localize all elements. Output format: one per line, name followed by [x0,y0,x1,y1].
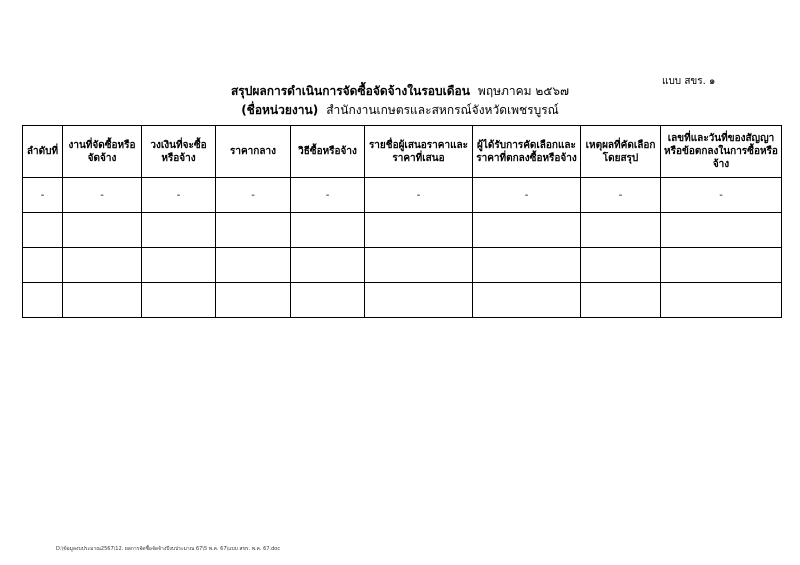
table-cell [23,213,63,248]
table-cell [63,283,142,318]
table-cell: - [216,178,291,213]
procurement-table [22,125,782,318]
col-header-reason: เหตุผลที่คัดเลือกโดยสรุป [581,126,661,178]
table-cell [142,248,216,283]
report-month: พฤษภาคม ๒๕๖๗ [477,84,570,98]
table-cell: - [365,178,473,213]
table-cell: - [291,178,365,213]
table-cell [365,283,473,318]
col-header-contract: เลขที่และวันที่ของสัญญาหรือข้อตกลงในการซื้อหรือจ้าง [661,126,782,178]
table-cell: - [661,178,782,213]
table-cell [581,283,661,318]
table-cell [365,248,473,283]
col-header-order: ลำดับที่ [23,126,63,178]
page-title [0,82,800,101]
table-cell [63,248,142,283]
table-cell [63,213,142,248]
table-cell [23,248,63,283]
table-cell [473,283,581,318]
table-row [23,283,782,318]
col-header-item: งานที่จัดซื้อหรือจัดจ้าง [63,126,142,178]
table-cell [661,248,782,283]
unit-label: (ชื่อหน่วยงาน) [241,103,319,117]
col-header-median-price: ราคากลาง [216,126,291,178]
col-header-bidders: รายชื่อผู้เสนอราคาและราคาที่เสนอ [365,126,473,178]
table-cell [661,213,782,248]
table-row [23,248,782,283]
table-cell [365,213,473,248]
table-cell [473,213,581,248]
table-row [23,213,782,248]
table-cell [581,248,661,283]
table-cell [142,283,216,318]
table-cell: - [142,178,216,213]
table-cell [473,248,581,283]
table-cell [661,283,782,318]
table-cell [216,283,291,318]
table-cell: - [473,178,581,213]
title-text: สรุปผลการดำเนินการจัดซื้อจัดจ้างในรอบเดือน [230,84,470,98]
col-header-budget: วงเงินที่จะซื้อหรือจ้าง [142,126,216,178]
table-cell [216,213,291,248]
table-cell [291,213,365,248]
table-cell [23,283,63,318]
table-cell: - [63,178,142,213]
table-cell: - [581,178,661,213]
table-cell [291,283,365,318]
col-header-method: วิธีซื้อหรือจ้าง [291,126,365,178]
col-header-selected: ผู้ได้รับการคัดเลือกและราคาที่ตกลงซื้อหรือจ้าง [473,126,581,178]
table-row [23,178,782,213]
agency-line [0,101,800,120]
table-cell: - [23,178,63,213]
file-path-footer: D:\ข้อมูลงบประมาณ2567\12. ผลการจัดซื้อจัดจ้างปีงบประมาณ 67\5 พ.ค. 67\แบบ สขร. พ.ค. 67.doc [56,546,281,552]
table-header-row [23,126,782,178]
table-cell [581,213,661,248]
table-cell [291,248,365,283]
table-cell [142,213,216,248]
agency-name: สำนักงานเกษตรและสหกรณ์จังหวัดเพชรบูรณ์ [326,103,559,117]
form-code: แบบ สขร. ๑ [662,76,716,87]
table-cell [216,248,291,283]
